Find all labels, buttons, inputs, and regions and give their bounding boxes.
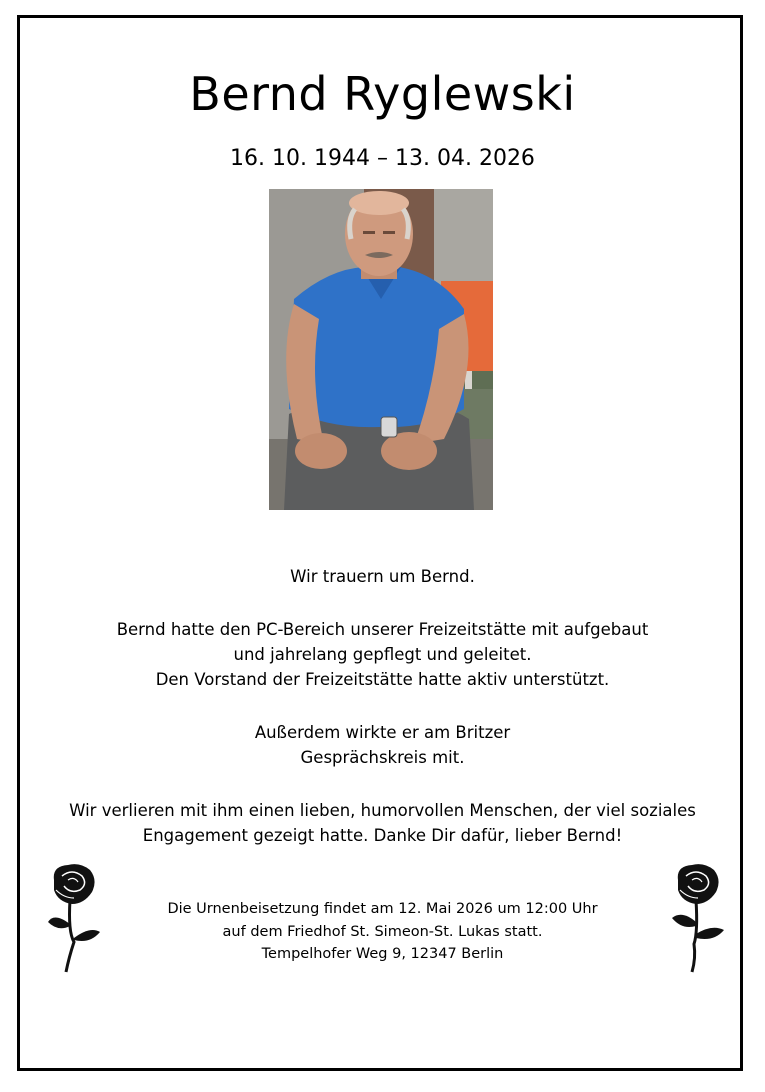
paragraph-britz (0, 720, 765, 770)
funeral-line: Tempelhofer Weg 9, 12347 Berlin (261, 946, 504, 962)
funeral-line: auf dem Friedhof St. Simeon-St. Lukas statt. (222, 923, 543, 940)
rose-icon (44, 862, 104, 978)
deceased-name: Bernd Ryglewski (189, 67, 576, 121)
text-line: Den Vorstand der Freizeitstätte hatte aktiv unterstützt. (155, 670, 610, 689)
text-line: und jahrelang gepflegt und geleitet. (233, 645, 532, 664)
text-line: Wir verlieren mit ihm einen lieben, humorvollen Menschen, der viel soziales (69, 801, 696, 820)
funeral-line: Die Urnenbeisetzung findet am 12. Mai 2026 um 12:00 Uhr (167, 901, 598, 917)
paragraph-farewell (0, 798, 765, 848)
portrait-photo (269, 189, 493, 510)
funeral-details (0, 898, 765, 966)
intro-text (0, 564, 765, 589)
life-dates: 16. 10. 1944 – 13. 04. 2026 (230, 146, 535, 171)
text-line: Außerdem wirkte er am Britzer (254, 723, 511, 742)
paragraph-pc-area (0, 617, 765, 692)
text-line: Gesprächskreis mit. (300, 748, 465, 767)
text-line: Bernd hatte den PC-Bereich unserer Freizeitstätte mit aufgebaut (116, 620, 649, 639)
rose-icon (668, 862, 728, 978)
text-line: Engagement gezeigt hatte. Danke Dir dafür, lieber Bernd! (142, 826, 623, 845)
intro-line: Wir trauern um Bernd. (290, 567, 475, 586)
